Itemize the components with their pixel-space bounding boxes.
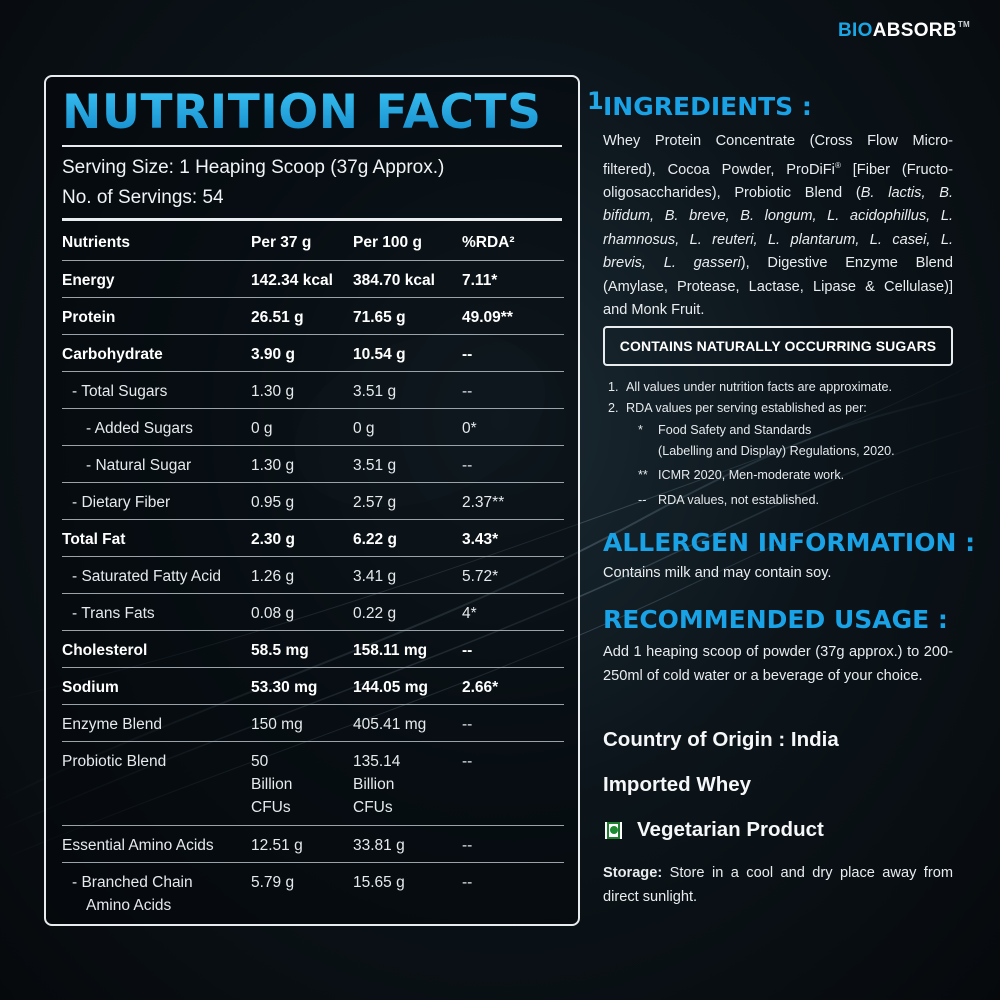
serving-size: Serving Size: 1 Heaping Scoop (37g Approx.) bbox=[62, 157, 445, 178]
ingredients-heading: INGREDIENTS : bbox=[603, 92, 812, 121]
value-rda: -- bbox=[462, 874, 473, 891]
storage-label: Storage: bbox=[603, 865, 663, 881]
table-row bbox=[62, 668, 564, 705]
vegetarian-text: Vegetarian Product bbox=[637, 818, 824, 841]
value-rda: -- bbox=[462, 837, 473, 854]
value-per37: 2.30 g bbox=[251, 531, 295, 548]
nutrient-name-line: Amino Acids bbox=[86, 897, 172, 914]
value-rda: 5.72* bbox=[462, 568, 499, 585]
value-rda: -- bbox=[462, 383, 473, 400]
footnote-double-star bbox=[608, 465, 953, 486]
table-row bbox=[62, 557, 564, 594]
allergen-text: Contains milk and may contain soy. bbox=[603, 565, 832, 581]
value-per100: 33.81 g bbox=[353, 837, 405, 854]
footnote-2-text: RDA values per serving established as per: bbox=[626, 400, 867, 415]
storage-info bbox=[603, 862, 953, 909]
header-rule bbox=[62, 218, 562, 221]
table-row bbox=[62, 863, 564, 923]
value-per37: 1.26 g bbox=[251, 568, 295, 585]
nutrient-name: - Total Sugars bbox=[72, 383, 168, 400]
value-rda: 7.11* bbox=[462, 272, 498, 289]
country-of-origin: Country of Origin : India bbox=[603, 728, 839, 751]
table-row bbox=[62, 742, 564, 826]
table-row bbox=[62, 483, 564, 520]
ingredients-text-a: Whey Protein Concentrate (Cross Flow Micro-filtered), Cocoa Powder, ProDiFi bbox=[603, 133, 953, 178]
col-header-rda: %RDA² bbox=[462, 234, 515, 251]
servings-count: No. of Servings: 54 bbox=[62, 187, 224, 208]
value-per100: 384.70 kcal bbox=[353, 272, 435, 289]
footnote-2-key: 2. bbox=[608, 400, 619, 415]
value-per100: 3.41 g bbox=[353, 568, 397, 585]
ingredients-text-b: [Fiber (Fructo-oligosaccharides), Probiotic Blend ( bbox=[603, 161, 953, 201]
footnote-1-key: 1. bbox=[608, 380, 619, 394]
footnotes bbox=[608, 377, 953, 510]
table-row bbox=[62, 335, 564, 372]
nutrient-name-line: - Branched Chain bbox=[72, 874, 193, 891]
table-row bbox=[62, 261, 564, 298]
value-rda: -- bbox=[462, 457, 473, 474]
value-per100: 10.54 g bbox=[353, 346, 406, 363]
table-row bbox=[62, 446, 564, 483]
value-rda: -- bbox=[462, 753, 473, 770]
brand-logo bbox=[838, 20, 970, 42]
table-row bbox=[62, 705, 564, 742]
value-rda: 2.66* bbox=[462, 679, 499, 696]
footnote-dash bbox=[608, 490, 953, 511]
ingredients-probiotic-strains: B. lactis, B. bifidum, B. breve, B. longum, L. acidophillus, L. rhamnosus, L. reuteri, L. plantarum, L. casei, L. brevis, L. gasseri bbox=[603, 184, 953, 272]
value-per37: 58.5 mg bbox=[251, 642, 309, 659]
value-per100: 0.22 g bbox=[353, 605, 397, 622]
value-per100: 15.65 g bbox=[353, 874, 405, 891]
value-per37: 53.30 mg bbox=[251, 679, 318, 696]
value-rda: 2.37** bbox=[462, 494, 505, 511]
nutrient-name: Energy bbox=[62, 272, 115, 289]
col-header-per37: Per 37 g bbox=[251, 234, 312, 251]
sugar-notice-box: CONTAINS NATURALLY OCCURRING SUGARS bbox=[603, 326, 953, 366]
value-per100: 3.51 g bbox=[353, 457, 397, 474]
nutrition-facts-panel bbox=[44, 75, 604, 926]
value-per100: 3.51 g bbox=[353, 383, 397, 400]
value-per100: 158.11 mg bbox=[353, 642, 428, 659]
table-row bbox=[62, 826, 564, 863]
value-rda: 3.43* bbox=[462, 531, 499, 548]
nutrient-name: Enzyme Blend bbox=[62, 716, 162, 733]
value-rda: 49.09** bbox=[462, 309, 513, 326]
value-rda: -- bbox=[462, 716, 473, 733]
table-header-row bbox=[62, 223, 564, 261]
value-per37: 12.51 g bbox=[251, 837, 303, 854]
table-row bbox=[62, 372, 564, 409]
value-per100: 144.05 mg bbox=[353, 679, 428, 696]
table-row bbox=[62, 409, 564, 446]
value-per100: 405.41 mg bbox=[353, 716, 427, 733]
value-rda: 0* bbox=[462, 420, 477, 437]
vegetarian-mark-icon bbox=[605, 822, 622, 839]
ingredients-text bbox=[603, 130, 953, 323]
value-per37: 26.51 g bbox=[251, 309, 304, 326]
value-per37: 1.30 g bbox=[251, 457, 295, 474]
allergen-heading: ALLERGEN INFORMATION : bbox=[603, 528, 976, 557]
ingredients-text-c: ), Digestive Enzyme Blend (Amylase, Protease, Lactase, Lipase & Cellulase)] and Monk Fruit. bbox=[603, 255, 953, 319]
nutrient-name: Protein bbox=[62, 309, 116, 326]
nutrient-name: - Natural Sugar bbox=[86, 457, 192, 474]
value-per37: 0 g bbox=[251, 420, 273, 437]
title-rule bbox=[62, 145, 562, 147]
nutrient-name: Total Fat bbox=[62, 531, 126, 548]
value-per37: 1.30 g bbox=[251, 383, 295, 400]
footnote-star-key: * bbox=[638, 423, 643, 437]
nutrition-table bbox=[62, 223, 564, 923]
footnote-double-star-key: ** bbox=[638, 468, 648, 482]
footnote-dash-key: -- bbox=[638, 492, 647, 507]
footnote-double-star-text: ICMR 2020, Men-moderate work. bbox=[658, 468, 845, 482]
value-per37: 142.34 kcal bbox=[251, 272, 333, 289]
nutrient-name: Sodium bbox=[62, 679, 119, 696]
nutrient-name bbox=[62, 863, 251, 923]
value-per37: 150 mg bbox=[251, 716, 303, 733]
value-per37: 0.08 g bbox=[251, 605, 295, 622]
value-per100: 6.22 g bbox=[353, 531, 397, 548]
table-row bbox=[62, 298, 564, 335]
value-per100: 0 g bbox=[353, 420, 375, 437]
col-header-nutrients: Nutrients bbox=[62, 234, 131, 251]
nutrient-name: Cholesterol bbox=[62, 642, 148, 659]
trademark-mark: TM bbox=[957, 20, 970, 29]
nutrient-name: Carbohydrate bbox=[62, 346, 163, 363]
value-rda: -- bbox=[462, 642, 473, 659]
table-row bbox=[62, 631, 564, 668]
nutrient-name: - Saturated Fatty Acid bbox=[72, 568, 222, 585]
value-rda: -- bbox=[462, 346, 473, 363]
registered-mark: ® bbox=[834, 160, 841, 170]
value-per37: 5.79 g bbox=[251, 874, 295, 891]
col-header-per100: Per 100 g bbox=[353, 234, 422, 251]
value-per37: 3.90 g bbox=[251, 346, 295, 363]
table-row bbox=[62, 520, 564, 557]
value-per100: 2.57 g bbox=[353, 494, 397, 511]
nutrient-name: Essential Amino Acids bbox=[62, 837, 214, 854]
nutrient-name: - Added Sugars bbox=[86, 420, 193, 437]
usage-text: Add 1 heaping scoop of powder (37g approx.) to 200-250ml of cold water or a beverage of your choice. bbox=[603, 644, 953, 684]
nutrient-name: - Trans Fats bbox=[72, 605, 155, 622]
footnote-star bbox=[608, 420, 953, 441]
footnote-2 bbox=[608, 398, 953, 419]
table-row bbox=[62, 594, 564, 631]
vegetarian-badge bbox=[603, 818, 824, 842]
storage-text: Store in a cool and dry place away from direct sunlight. bbox=[603, 865, 953, 905]
value-per100: 71.65 g bbox=[353, 309, 406, 326]
nutrition-facts-title: NUTRITION FACTS bbox=[62, 85, 542, 140]
value-rda: 4* bbox=[462, 605, 477, 622]
nutrient-name: - Dietary Fiber bbox=[72, 494, 171, 511]
brand-logo-part2: ABSORB bbox=[872, 20, 957, 41]
nutrition-facts-footnote-marker: 1 bbox=[587, 87, 604, 115]
nutrient-name: Probiotic Blend bbox=[62, 753, 167, 770]
footnote-star-cont: (Labelling and Display) Regulations, 2020. bbox=[658, 443, 895, 458]
brand-logo-part1: BIO bbox=[838, 20, 873, 41]
value-per37: 0.95 g bbox=[251, 494, 295, 511]
footnote-star-text-a: Food Safety and Standards bbox=[658, 423, 812, 437]
footnote-dash-text: RDA values, not established. bbox=[658, 492, 820, 507]
imported-whey: Imported Whey bbox=[603, 773, 752, 796]
footnote-1-text: All values under nutrition facts are approximate. bbox=[626, 380, 893, 394]
footnote-1 bbox=[608, 377, 953, 398]
value-per37: 50 Billion CFUs bbox=[251, 753, 293, 816]
usage-heading: RECOMMENDED USAGE : bbox=[603, 605, 948, 634]
value-per100: 135.14 Billion CFUs bbox=[353, 753, 401, 816]
